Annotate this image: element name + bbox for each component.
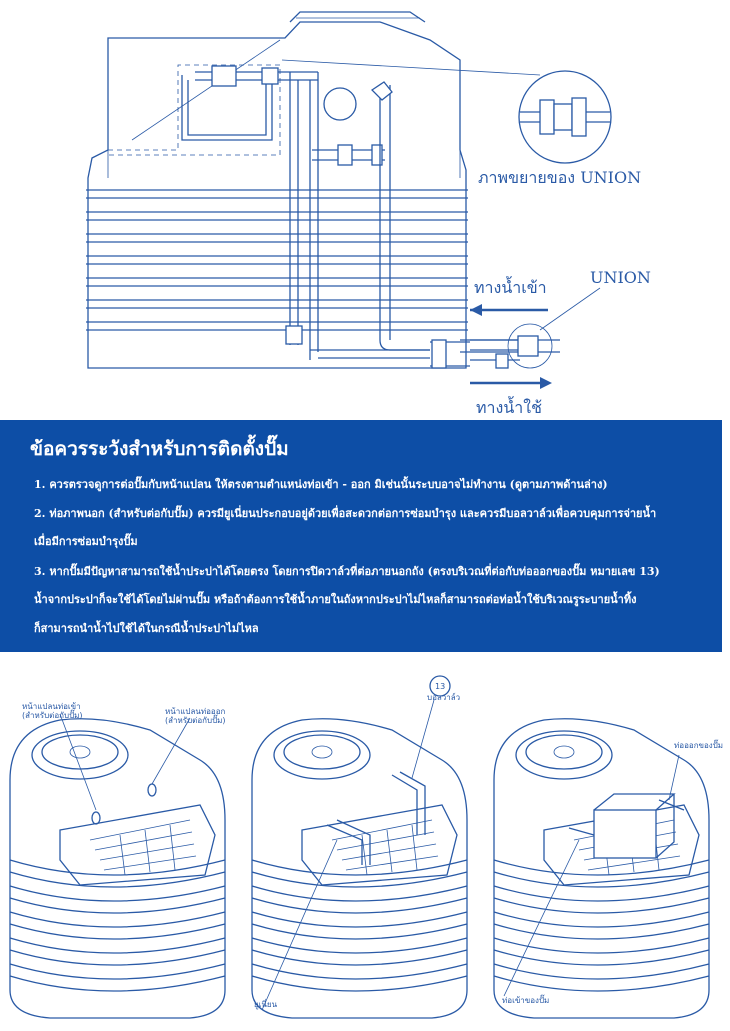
note-line-4: 3. หากปั๊มมีปัญหาสามารถใช้น้ำประปาได้โดยตรง โดยการปิดวาล์วที่ต่อภายนอกถัง (ตรงบริเวณที่ต่อกับท่อออกของปั๊ม หมายเลข 13): [34, 565, 660, 578]
tank-1: [10, 714, 225, 1018]
union-label: UNION: [590, 268, 651, 287]
note-line-5: น้ำจากประปาก็จะใช้ได้โดยไม่ผ่านปั๊ม หรือถ้าต้องการใช้น้ำภายในถังหากประปาไม่ไหลก็สามารถต่อท่อน้ำใช้บริเวณรูระบายน้ำทิ้ง: [34, 593, 637, 606]
installation-notes-panel: [0, 420, 722, 652]
callout-13: 13: [435, 682, 446, 691]
note-line-6: ก็สามารถนำน้ำไปใช้ได้ในกรณีน้ำประปาไม่ไหล: [34, 622, 259, 635]
inlet-label: ทางน้ำเข้า: [474, 278, 547, 297]
tank1-outlet-label: หน้าแปลนท่อออก (สำหรับต่อกับปั๊ม): [165, 707, 226, 725]
tank-piping-diagram: [0, 0, 730, 420]
tank3-pump-in-label: ท่อเข้าของปั๊ม: [502, 996, 550, 1005]
internal-piping: [182, 66, 520, 368]
notes-title: ข้อควรระวังสำหรับการติดตั้งปั๊ม: [30, 438, 289, 460]
tank2-valve-label: บอลวาล์ว: [427, 693, 461, 702]
union-detail: [519, 71, 611, 163]
tank3-pump-out-label: ท่อออกของปั๊ม: [674, 741, 724, 750]
outlet-label: ทางน้ำใช้: [476, 398, 542, 417]
tank2-union-label: ยูเนี่ยน: [254, 1000, 278, 1009]
inlet-arrow: [470, 304, 548, 316]
tank-illustrations: [0, 660, 730, 1031]
note-line-2: 2. ท่อภาพนอก (สำหรับต่อกับปั๊ม) ควรมียูเนี่ยนประกอบอยู่ด้วยเพื่อสะดวกต่อการซ่อมบำรุง และควรมีบอลวาล์วเพื่อควบคุมการจ่ายน้ำ: [34, 507, 657, 520]
tank-3: [494, 719, 709, 1018]
note-line-3: เมื่อมีการซ่อมบำรุงปั๊ม: [34, 535, 138, 548]
outlet-arrow: [470, 377, 552, 389]
union-detail-caption: ภาพขยายของ UNION: [478, 168, 642, 187]
tank1-inlet-label: หน้าแปลนท่อเข้า (สำหรับต่อกับปั๊ม): [22, 702, 83, 720]
note-line-1: 1. ควรตรวจดูการต่อปั๊มกับหน้าแปลน ให้ตรงตามตำแหน่งท่อเข้า - ออก มิเช่นนั้นระบบอาจไม่ทำงาน (ดูตามภาพด้านล่าง): [34, 478, 608, 491]
tank-2: [252, 676, 467, 1018]
